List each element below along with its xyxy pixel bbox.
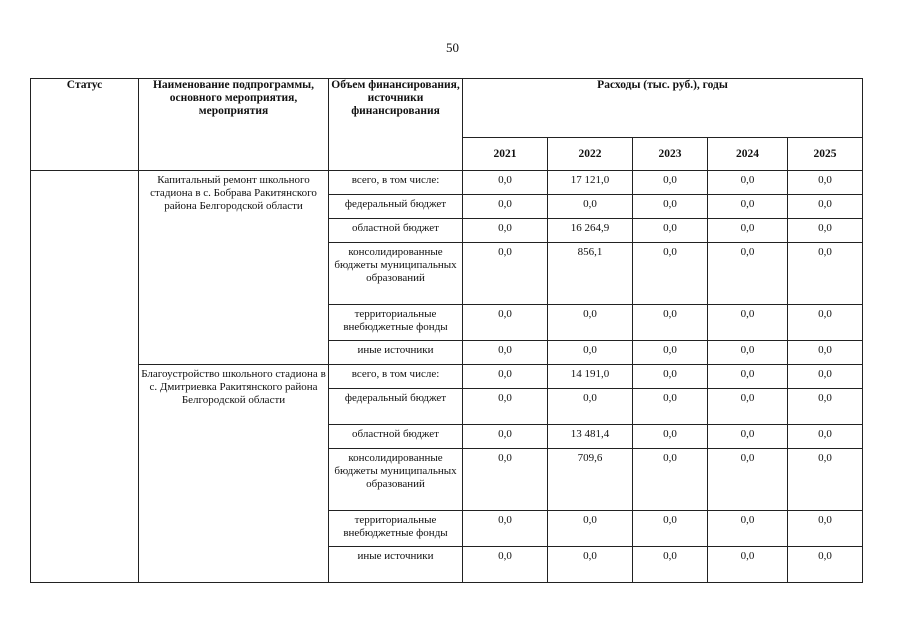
header-year-2021: 2021 bbox=[463, 138, 548, 171]
value-cell: 0,0 bbox=[463, 389, 548, 425]
value-cell: 856,1 bbox=[548, 243, 633, 305]
source-label: консолидированные бюджеты муниципальных образований bbox=[329, 243, 463, 305]
budget-table bbox=[30, 78, 863, 583]
value-cell: 0,0 bbox=[633, 305, 708, 341]
value-cell: 0,0 bbox=[633, 511, 708, 547]
value-cell: 0,0 bbox=[708, 195, 788, 219]
value-cell: 0,0 bbox=[708, 389, 788, 425]
page-number: 50 bbox=[446, 40, 459, 55]
value-cell: 0,0 bbox=[788, 511, 863, 547]
value-cell: 0,0 bbox=[633, 547, 708, 583]
value-cell: 0,0 bbox=[708, 171, 788, 195]
value-cell: 0,0 bbox=[788, 243, 863, 305]
source-label: всего, в том числе: bbox=[329, 171, 463, 195]
source-label: всего, в том числе: bbox=[329, 365, 463, 389]
value-cell: 0,0 bbox=[708, 547, 788, 583]
value-cell: 0,0 bbox=[463, 365, 548, 389]
table-row bbox=[31, 171, 863, 195]
value-cell: 0,0 bbox=[463, 341, 548, 365]
value-cell: 16 264,9 bbox=[548, 219, 633, 243]
header-name: Наименование подпрограммы, основного мероприятия, мероприятия bbox=[139, 79, 329, 171]
value-cell: 0,0 bbox=[708, 243, 788, 305]
value-cell: 0,0 bbox=[463, 425, 548, 449]
value-cell: 709,6 bbox=[548, 449, 633, 511]
source-label: иные источники bbox=[329, 547, 463, 583]
value-cell: 0,0 bbox=[708, 511, 788, 547]
value-cell: 0,0 bbox=[633, 341, 708, 365]
value-cell: 0,0 bbox=[548, 511, 633, 547]
source-label: консолидированные бюджеты муниципальных образований bbox=[329, 449, 463, 511]
value-cell: 0,0 bbox=[633, 195, 708, 219]
value-cell: 0,0 bbox=[788, 389, 863, 425]
value-cell: 0,0 bbox=[548, 195, 633, 219]
value-cell: 14 191,0 bbox=[548, 365, 633, 389]
value-cell: 0,0 bbox=[788, 365, 863, 389]
value-cell: 0,0 bbox=[788, 305, 863, 341]
value-cell: 0,0 bbox=[463, 305, 548, 341]
value-cell: 0,0 bbox=[788, 425, 863, 449]
source-label: иные источники bbox=[329, 341, 463, 365]
source-label: территориальные внебюджетные фонды bbox=[329, 511, 463, 547]
value-cell: 0,0 bbox=[463, 511, 548, 547]
value-cell: 0,0 bbox=[463, 449, 548, 511]
value-cell: 0,0 bbox=[633, 449, 708, 511]
project-name: Капитальный ремонт школьного стадиона в с. Бобрава Ракитянского района Белгородской области bbox=[139, 171, 329, 365]
source-label: федеральный бюджет bbox=[329, 389, 463, 425]
value-cell: 0,0 bbox=[633, 365, 708, 389]
value-cell: 0,0 bbox=[708, 425, 788, 449]
project-name: Благоустройство школьного стадиона в с. Дмитриевка Ракитянского района Белгородской области bbox=[139, 365, 329, 583]
value-cell: 0,0 bbox=[708, 365, 788, 389]
source-label: областной бюджет bbox=[329, 219, 463, 243]
value-cell: 0,0 bbox=[788, 341, 863, 365]
table-row bbox=[31, 365, 863, 389]
header-year-2024: 2024 bbox=[708, 138, 788, 171]
value-cell: 0,0 bbox=[463, 547, 548, 583]
value-cell: 0,0 bbox=[633, 219, 708, 243]
value-cell: 0,0 bbox=[548, 389, 633, 425]
header-expenses: Расходы (тыс. руб.), годы bbox=[463, 79, 863, 138]
source-label: территориальные внебюджетные фонды bbox=[329, 305, 463, 341]
value-cell: 0,0 bbox=[788, 195, 863, 219]
value-cell: 0,0 bbox=[463, 243, 548, 305]
value-cell: 0,0 bbox=[708, 305, 788, 341]
value-cell: 0,0 bbox=[633, 389, 708, 425]
value-cell: 0,0 bbox=[788, 547, 863, 583]
value-cell: 13 481,4 bbox=[548, 425, 633, 449]
value-cell: 0,0 bbox=[548, 305, 633, 341]
value-cell: 0,0 bbox=[708, 219, 788, 243]
value-cell: 0,0 bbox=[463, 219, 548, 243]
value-cell: 17 121,0 bbox=[548, 171, 633, 195]
value-cell: 0,0 bbox=[788, 171, 863, 195]
header-year-2022: 2022 bbox=[548, 138, 633, 171]
source-label: федеральный бюджет bbox=[329, 195, 463, 219]
value-cell: 0,0 bbox=[548, 341, 633, 365]
value-cell: 0,0 bbox=[633, 171, 708, 195]
value-cell: 0,0 bbox=[463, 195, 548, 219]
value-cell: 0,0 bbox=[708, 341, 788, 365]
header-year-2025: 2025 bbox=[788, 138, 863, 171]
header-volume: Объем финансирования, источники финансирования bbox=[329, 79, 463, 171]
value-cell: 0,0 bbox=[633, 425, 708, 449]
header-status: Статус bbox=[31, 79, 139, 171]
value-cell: 0,0 bbox=[463, 171, 548, 195]
source-label: областной бюджет bbox=[329, 425, 463, 449]
value-cell: 0,0 bbox=[788, 449, 863, 511]
value-cell: 0,0 bbox=[633, 243, 708, 305]
value-cell: 0,0 bbox=[788, 219, 863, 243]
value-cell: 0,0 bbox=[708, 449, 788, 511]
status-cell bbox=[31, 171, 139, 583]
value-cell: 0,0 bbox=[548, 547, 633, 583]
header-year-2023: 2023 bbox=[633, 138, 708, 171]
